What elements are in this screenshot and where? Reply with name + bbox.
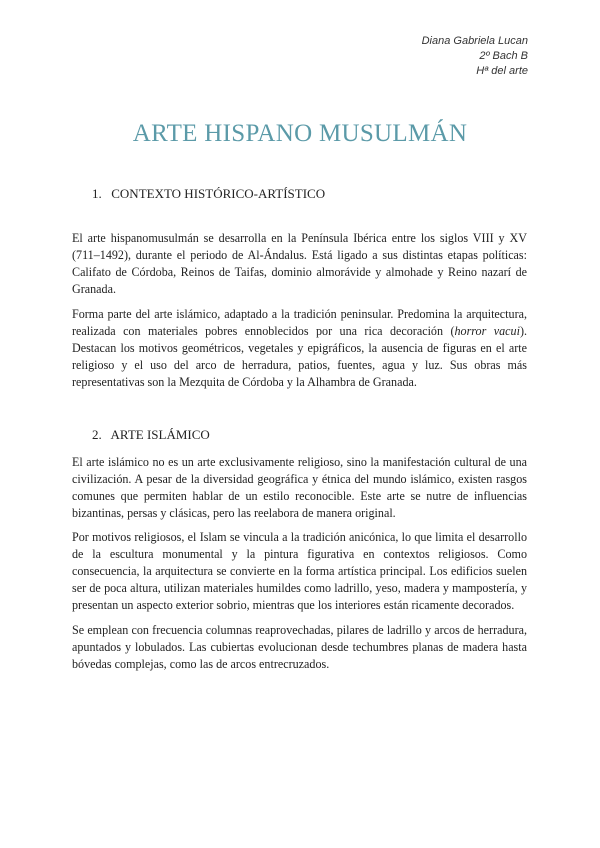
paragraph-text: Forma parte del arte islámico, adaptado a la tradición peninsular. Predomina la arquitectura, realizada con materiales pobres ennoblecidos por una rica decoración ( [72, 307, 527, 338]
paragraph [72, 306, 527, 391]
document-title: ARTE HISPANO MUSULMÁN [132, 120, 468, 147]
section-heading-text: CONTEXTO HISTÓRICO-ARTÍSTICO [111, 186, 326, 201]
paragraph: Por motivos religiosos, el Islam se vincula a la tradición anicónica, lo que limita el desarrollo de la escultura monumental y la pintura figurativa en contextos religiosos. Como consecuencia, la arquitectura se convierte en la forma artística principal. Los edificios suelen ser de poca altura, utilizan materiales humildes como ladrillo, yeso, madera y mampostería, y presentan un aspecto exterior sobrio, mientras que los interiores están ricamente decorados. [72, 530, 527, 612]
paragraph: Se emplean con frecuencia columnas reaprovechadas, pilares de ladrillo y arcos de herradura, apuntados y lobulados. Las cubiertas evolucionan desde techumbres planas de madera hasta bóvedas complejas, como las de arcos entrecruzados. [72, 623, 527, 671]
section-heading-context [92, 186, 325, 202]
author-name: Diana Gabriela Lucan [421, 35, 528, 47]
course-label: 2º Bach B [479, 50, 528, 62]
subject-label: Hª del arte [476, 65, 528, 77]
paragraph: El arte hispanomusulmán se desarrolla en la Península Ibérica entre los siglos VIII y XV (711–1492), durante el periodo de Al-Ándalus. Está ligado a sus distintas etapas políticas: Califato de Córdoba, Reinos de Taifas, dominio almorávide y almohade y Reino nazarí de Granada. [72, 231, 527, 296]
emphasis-text: horror vacui [454, 324, 520, 338]
paragraph: El arte islámico no es un arte exclusivamente religioso, sino la manifestación cultural de una civilización. A pesar de la diversidad geográfica y étnica del mundo islámico, existen rasgos comunes que permiten hablar de un estilo reconocible. Este arte se nutre de influencias bizantinas, persas y clásicas, pero las reelabora de manera original. [72, 455, 527, 520]
section-heading-text: ARTE ISLÁMICO [110, 427, 210, 442]
section-number: 2. [92, 427, 102, 442]
section-heading-islamic-art [92, 427, 210, 443]
header-meta [422, 34, 528, 79]
section-number: 1. [92, 186, 102, 201]
paragraph-text: ). Destacan los motivos geométricos, vegetales y epigráficos, la ausencia de figuras en el arte religioso y el uso del arco de herradura, patios, fuentes, agua y luz. Sus obras más representativas son la Mezquita de Córdoba y la Alhambra de Granada. [72, 324, 527, 389]
